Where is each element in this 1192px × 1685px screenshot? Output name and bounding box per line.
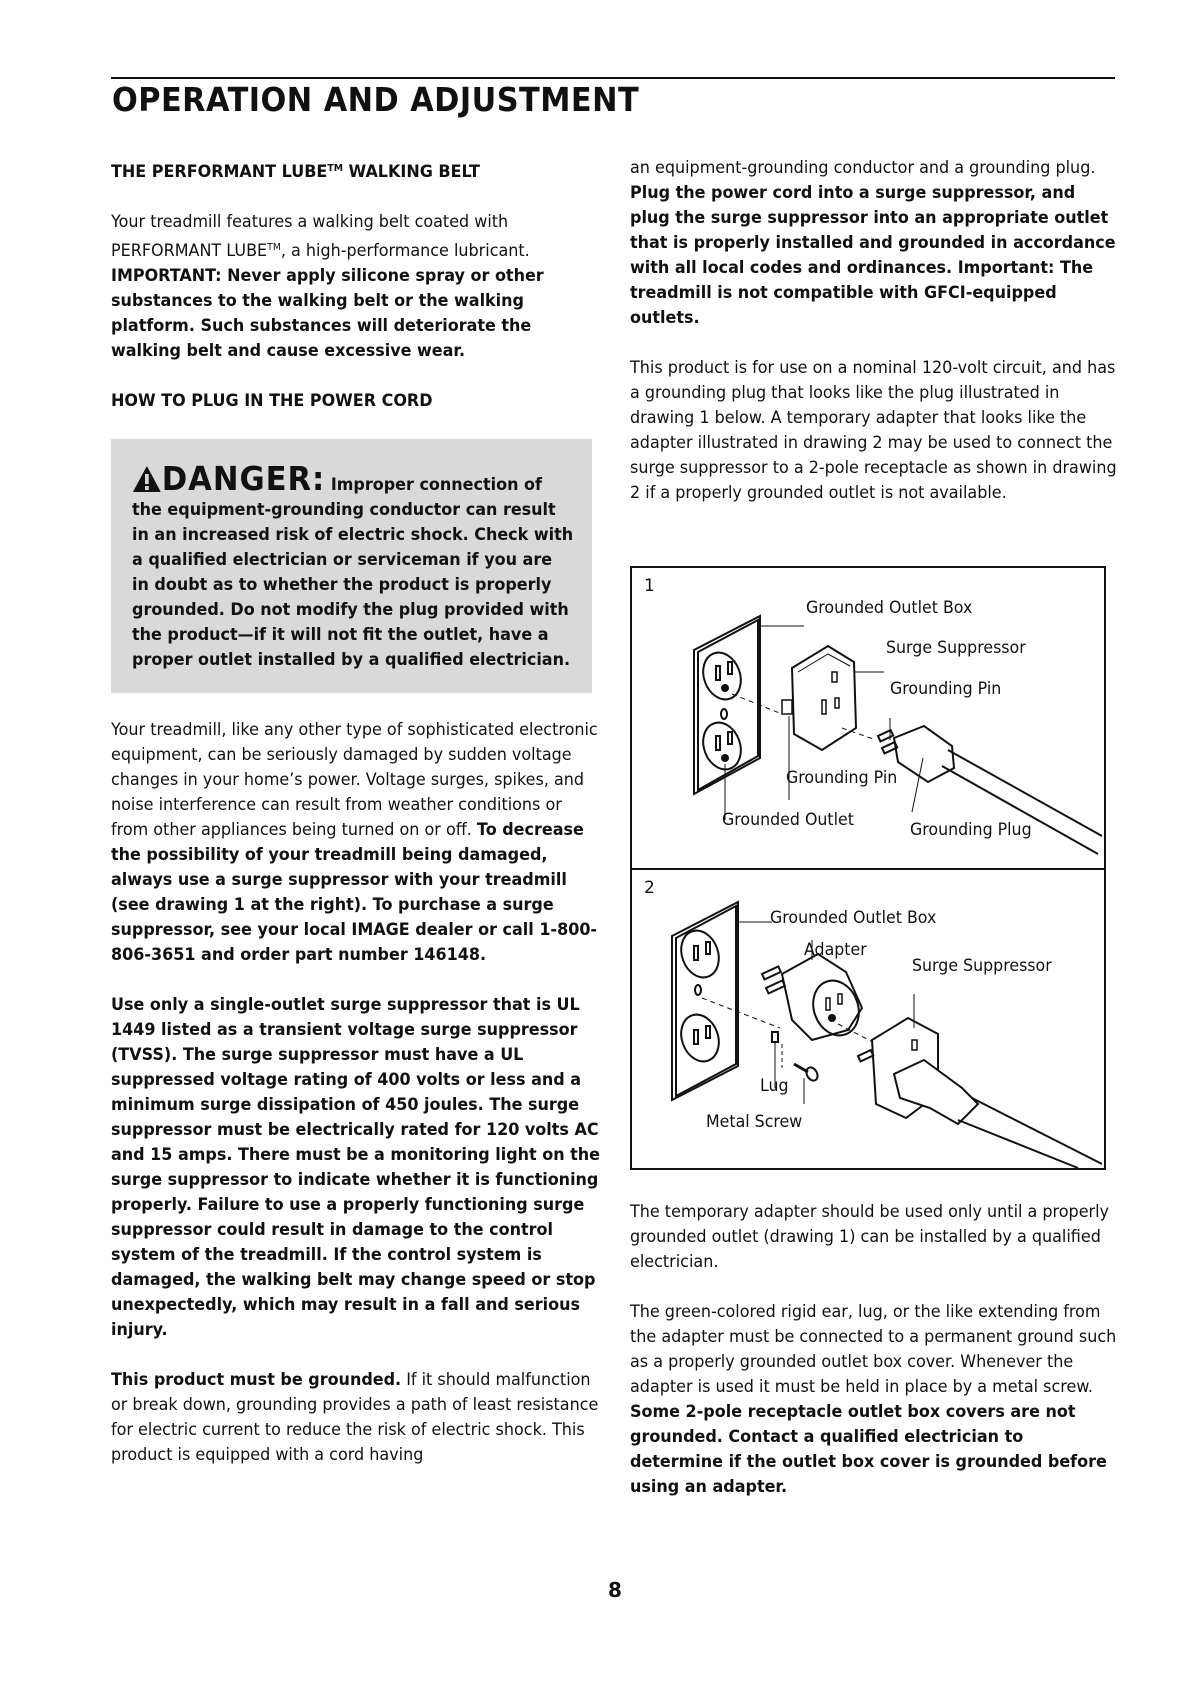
warning-triangle-icon [132, 465, 162, 493]
label-surge-suppressor: Surge Suppressor [886, 638, 1026, 658]
label-grounding-plug: Grounding Plug [910, 820, 1032, 840]
paragraph-text: If it should malfunction or break down, grounding provides a path of least resistance for electric current to reduce the risk of electric shock. This product is equipped with a cord having [111, 1370, 599, 1465]
paragraph-text: Your treadmill, like any other type of sophisticated electronic equipment, can be seriously damaged by sudden voltage changes in your home’s power. Voltage surges, spikes, and noise interference can result from weather conditions or from other appliances being turned on or off. [111, 720, 598, 840]
label-grounded-outlet-box: Grounded Outlet Box [770, 908, 937, 928]
paragraph-bold-text: To decrease the possibility of your treadmill being damaged, always use a surge suppressor with your treadmill (see drawing 1 at the right). To purchase a surge suppressor, see your local IMAGE dealer or call 1-800-806-3651 and order part number 146148. [111, 820, 598, 965]
grounding-figure [630, 566, 1106, 1170]
paragraph-bold-text: Some 2-pole receptacle outlet box covers are not grounded. Contact a qualified electrician to determine if the outlet box cover is grounded before using an adapter. [630, 1402, 1107, 1497]
paragraph-text: The temporary adapter should be used only until a properly grounded outlet (drawing 1) can be installed by a qualified electrician. [630, 1202, 1110, 1272]
paragraph-walking-belt [111, 210, 601, 364]
label-adapter: Adapter [804, 940, 867, 960]
paragraph-text: Your treadmill features a walking belt coated with PERFORMANT LUBE [111, 212, 509, 261]
paragraph-bold-text: This product must be grounded. [111, 1370, 402, 1390]
label-grounding-pin-bottom: Grounding Pin [786, 768, 898, 788]
paragraph-continued [630, 156, 1120, 331]
paragraph-text: The green-colored rigid ear, lug, or the like extending from the adapter must be connected to a permanent ground such as a properly grounded outlet box cover. Whenever the adapter is used it must be held in place by a metal screw. [630, 1302, 1117, 1397]
danger-label: DANGER: [161, 459, 326, 498]
paragraph-text: , a high-performance lubricant. [280, 241, 530, 261]
label-grounding-pin-top: Grounding Pin [890, 679, 1002, 699]
heading-text-rest: WALKING BELT [342, 162, 480, 182]
drawing-2-panel [632, 868, 1104, 1168]
label-grounded-outlet-box: Grounded Outlet Box [806, 598, 973, 618]
drawing-1-panel [632, 568, 1104, 870]
section-heading-walking-belt [111, 156, 604, 185]
heading-text: THE PERFORMANT LUBE [111, 162, 328, 182]
right-column-lower [630, 1200, 1120, 1525]
page-number: 8 [608, 1578, 622, 1602]
paragraph-grounding [111, 1368, 601, 1468]
danger-box [111, 439, 592, 693]
label-surge-suppressor: Surge Suppressor [912, 956, 1052, 976]
drawing-number: 2 [644, 878, 655, 898]
paragraph-120-volt [630, 356, 1120, 506]
right-column [630, 156, 1120, 531]
label-lug: Lug [760, 1076, 789, 1096]
page-title: OPERATION AND ADJUSTMENT [112, 80, 640, 119]
paragraph-bold-text: Plug the power cord into a surge suppressor, and plug the surge suppressor into an appropriate outlet that is properly installed and grounded in accordance with all local codes and ordinances. Important: The treadmill is not compatible with GFCI-equipped outlets. [630, 183, 1116, 328]
trademark-mark: TM [327, 163, 343, 174]
header-rule [111, 77, 1115, 79]
paragraph-green-lug [630, 1300, 1120, 1500]
left-column [111, 156, 601, 1493]
paragraph-text: This product is for use on a nominal 120-volt circuit, and has a grounding plug that looks like the plug illustrated in drawing 1 below. A temporary adapter that looks like the adapter illustrated in drawing 2 may be used to connect the surge suppressor to a 2-pole receptacle as shown in drawing 2 if a properly grounded outlet is not available. [630, 358, 1117, 503]
drawing-number: 1 [644, 576, 655, 596]
label-metal-screw: Metal Screw [706, 1112, 803, 1132]
trademark-mark: TM [267, 242, 281, 253]
paragraph-text: an equipment-grounding conductor and a grounding plug. [630, 158, 1096, 178]
danger-content [132, 459, 574, 673]
paragraph-ul-listing [111, 993, 601, 1343]
label-grounded-outlet: Grounded Outlet [722, 810, 854, 830]
paragraph-bold-text: Use only a single-outlet surge suppressor that is UL 1449 listed as a transient voltage surge suppressor (TVSS). The surge suppressor must have a UL suppressed voltage rating of 400 volts or less and a minimum surge dissipation of 450 joules. The surge suppressor must be electrically rated for 120 volts AC and 15 amps. There must be a monitoring light on the surge suppressor to indicate whether it is functioning properly. Failure to use a properly functioning surge suppressor could result in damage to the control system of the treadmill. If the control system is damaged, the walking belt may change speed or stop unexpectedly, which may result in a fall and serious injury. [111, 995, 601, 1340]
paragraph-surge [111, 718, 601, 968]
section-heading-power-cord: HOW TO PLUG IN THE POWER CORD [111, 391, 433, 411]
paragraph-temporary-adapter [630, 1200, 1120, 1275]
important-warning-text: IMPORTANT: Never apply silicone spray or other substances to the walking belt or the walking platform. Such substances will deteriorate the walking belt and cause excessive wear. [111, 266, 544, 361]
danger-text: Improper connection of the equipment-grounding conductor can result in an increased risk of electric shock. Check with a qualified electrician or serviceman if you are in doubt as to whether the product is properly grounded. Do not modify the plug provided with the product—if it will not fit the outlet, have a proper outlet installed by a qualified electrician. [132, 475, 574, 670]
